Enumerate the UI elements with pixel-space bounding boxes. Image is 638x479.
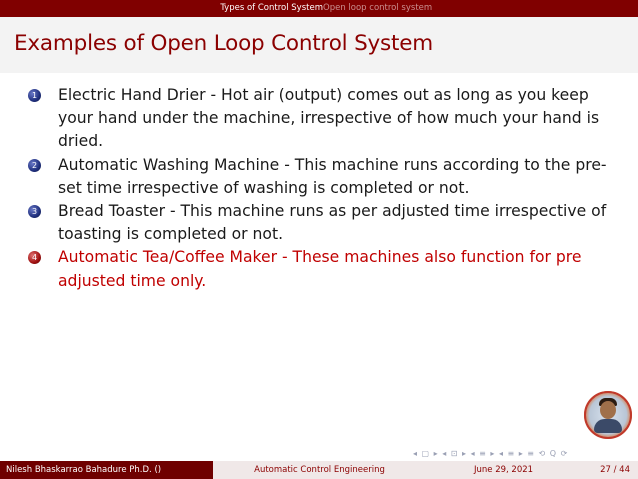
footer-bar — [0, 461, 638, 479]
examples-list — [28, 84, 623, 293]
list-item-text: Bread Toaster - This machine runs as per adjusted time irrespective of toasting is completed or not. — [58, 202, 607, 244]
section-tab-open-loop[interactable]: Open loop control system — [323, 3, 433, 13]
frame-title-bar — [0, 17, 638, 73]
logo-ring — [584, 391, 632, 439]
footer-course: Automatic Control Engineering — [213, 461, 426, 479]
number-badge: 4 — [28, 251, 41, 264]
list-item — [28, 200, 623, 246]
page-title: Examples of Open Loop Control System — [14, 31, 434, 56]
beamer-navigation-icons[interactable]: ◂ ▢ ▸ ◂ ⊡ ▸ ◂ ≡ ▸ ◂ ≡ ▸ ≡ ⟲ Q ⟳ — [413, 449, 569, 458]
header-bar — [0, 0, 638, 17]
header-divider — [319, 0, 320, 17]
footer-author: Nilesh Bhaskarrao Bahadure Ph.D. () — [0, 461, 213, 479]
number-badge: 2 — [28, 159, 41, 172]
footer-page-number: 27 / 44 — [600, 465, 630, 475]
number-badge: 3 — [28, 205, 41, 218]
list-item-text: Automatic Washing Machine - This machine runs according to the pre-set time irrespective of washing is completed or not. — [58, 155, 607, 197]
list-item — [28, 246, 623, 292]
list-item — [28, 154, 623, 200]
footer-right — [426, 461, 638, 479]
section-tab-types[interactable]: Types of Control System — [220, 3, 323, 13]
author-logo-icon — [584, 391, 632, 439]
list-item-text: Electric Hand Drier - Hot air (output) comes out as long as you keep your hand under the machine, irrespective of how much your hand is dried. — [58, 86, 600, 151]
list-item — [28, 84, 623, 154]
list-item-text: Automatic Tea/Coffee Maker - These machines also function for pre adjusted time only. — [58, 248, 582, 290]
number-badge: 1 — [28, 89, 41, 102]
footer-date: June 29, 2021 — [474, 465, 534, 475]
